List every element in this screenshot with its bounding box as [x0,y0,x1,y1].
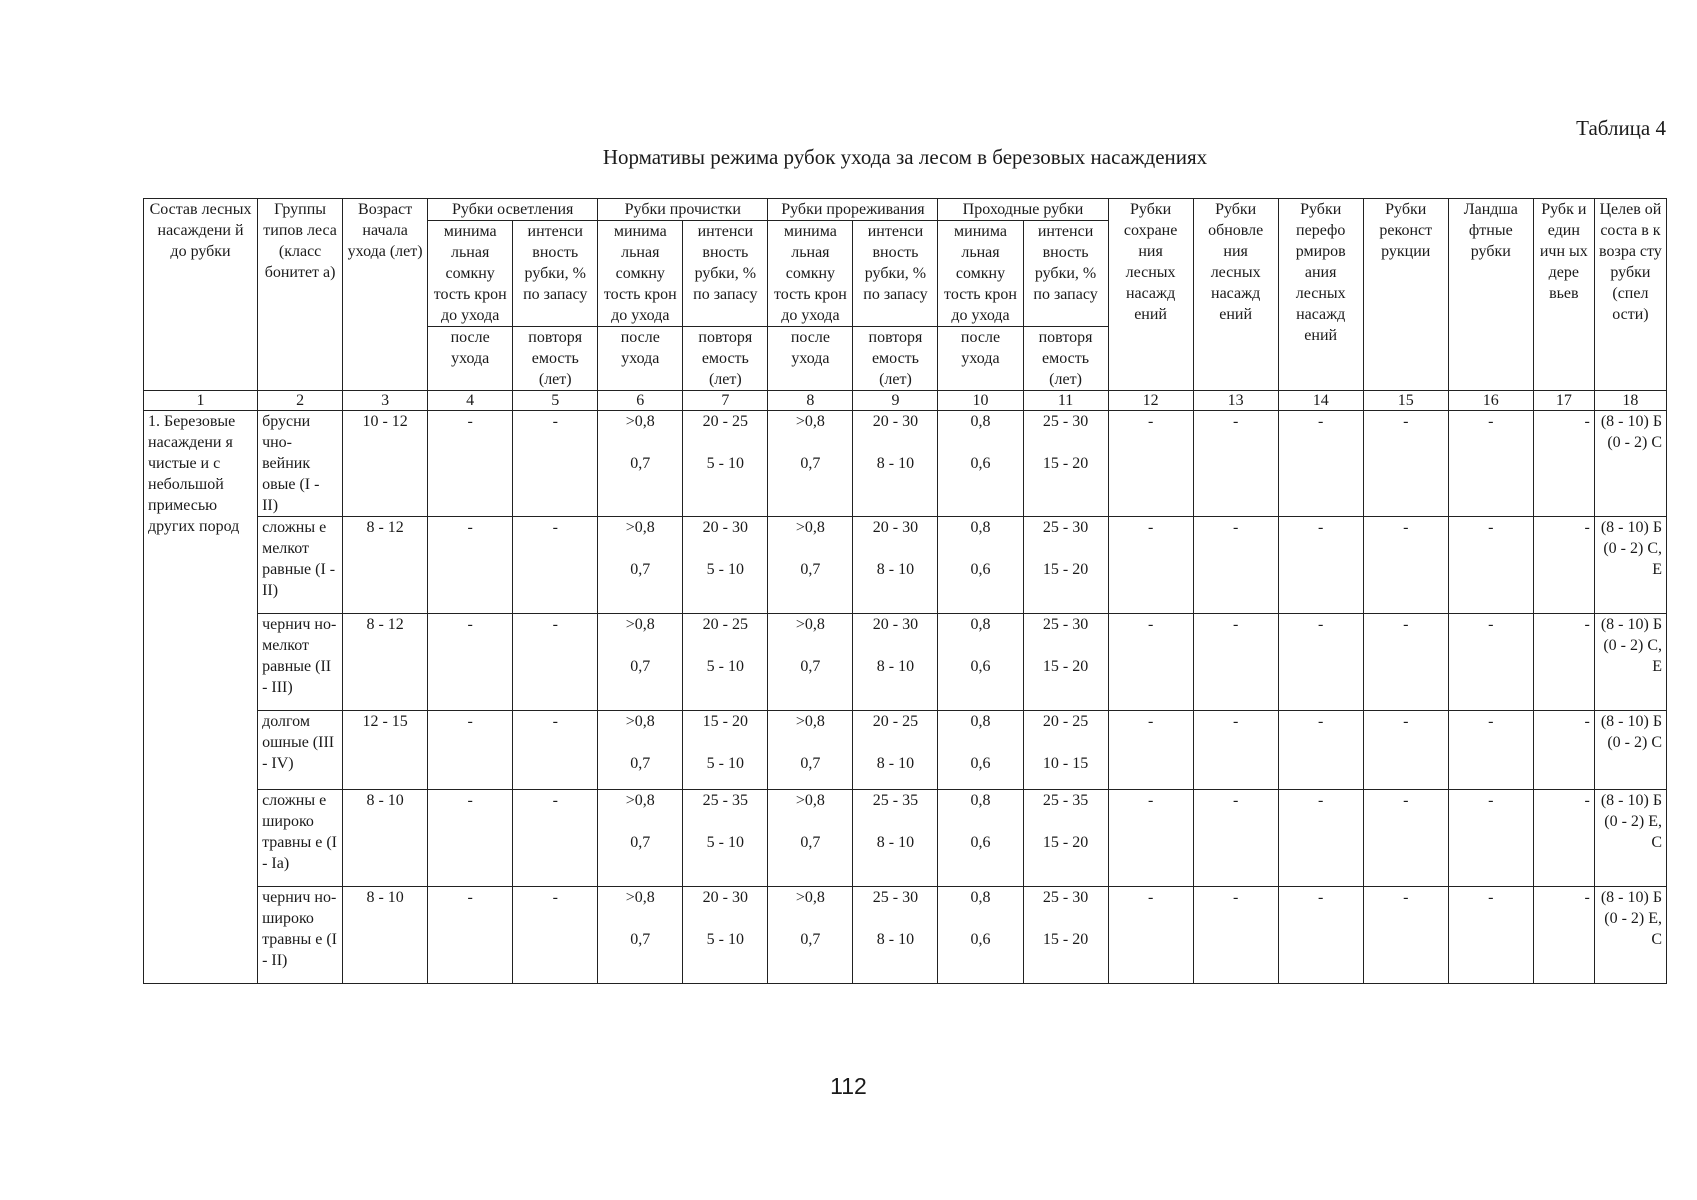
passing-intensity-cell [1023,790,1108,887]
passing-intensity-cell-before: 25 - 30 [1042,519,1089,536]
thinning-density-cell-before: >0,8 [795,616,825,633]
column-number: 5 [513,391,598,411]
header-clearing: Рубки осветления [428,199,598,221]
cell-spacer [687,432,763,453]
cell-spacer [857,908,933,929]
thinning-intensity-cell-after: 8 - 10 [876,755,915,772]
forest-type-cell: сложны е широко травны е (I - Ia) [258,790,343,887]
passing-intensity-cell-after: 15 - 20 [1042,561,1089,578]
cell-spacer [942,432,1018,453]
header-reconstruction: Рубки реконст рукции [1363,199,1448,391]
passing-density-cell-after: 0,6 [970,658,991,675]
passing-intensity-cell [1023,614,1108,711]
thinning-intensity-cell-after: 8 - 10 [876,658,915,675]
thinning-intensity-cell-after: 8 - 10 [876,931,915,948]
cleaning-density-cell-before: >0,8 [625,519,655,536]
header-after: после ухода [428,327,513,391]
clearing-density-cell: - [428,887,513,984]
header-min-density: минима льная сомкну тость крон до ухода [598,221,683,327]
passing-density-cell-before: 0,8 [970,616,991,633]
clearing-intensity-cell: - [513,711,598,790]
target-composition-cell: (8 - 10) Б (0 - 2) С, Е [1594,517,1666,614]
cell-spacer [602,811,678,832]
cleaning-density-cell-after: 0,7 [630,658,651,675]
column-number: 13 [1193,391,1278,411]
target-composition-cell: (8 - 10) Б (0 - 2) Е, С [1594,887,1666,984]
preservation-cell: - [1108,614,1193,711]
table-row [144,517,1667,614]
cleaning-density-cell-before: >0,8 [625,792,655,809]
cleaning-density-cell-after: 0,7 [630,931,651,948]
cleaning-intensity-cell [683,411,768,517]
cell-spacer [687,732,763,753]
forest-type-cell: долгом ошные (III - IV) [258,711,343,790]
cleaning-density-cell [598,887,683,984]
thinning-intensity-cell [853,411,938,517]
passing-density-cell-after: 0,6 [970,931,991,948]
cell-spacer [772,432,848,453]
cell-spacer [772,635,848,656]
thinning-density-cell-after: 0,7 [800,931,821,948]
passing-density-cell-after: 0,6 [970,455,991,472]
header-repeat: повторя емость (лет) [683,327,768,391]
reformation-cell: - [1278,614,1363,711]
passing-intensity-cell-after: 15 - 20 [1042,658,1089,675]
single-trees-cell: - [1533,517,1594,614]
table-row [144,411,1667,517]
clearing-intensity-cell: - [513,517,598,614]
cell-spacer [942,908,1018,929]
forest-type-cell: брусни чно- вейник овые (I - II) [258,411,343,517]
cell-spacer [857,538,933,559]
header-landscape: Ландша фтные рубки [1448,199,1533,391]
renewal-cell: - [1193,790,1278,887]
passing-density-cell [938,517,1023,614]
column-number: 15 [1363,391,1448,411]
cell-spacer [857,635,933,656]
header-thinning: Рубки прореживания [768,199,938,221]
reconstruction-cell: - [1363,411,1448,517]
passing-intensity-cell-after: 10 - 15 [1042,755,1089,772]
cell-spacer [857,811,933,832]
thinning-density-cell [768,711,853,790]
header-reformation: Рубки перефо рмиров ания лесных насажд ений [1278,199,1363,391]
thinning-intensity-cell [853,614,938,711]
thinning-density-cell [768,411,853,517]
column-number: 7 [683,391,768,411]
cell-spacer [687,538,763,559]
cell-spacer [1028,732,1104,753]
passing-density-cell [938,711,1023,790]
cell-spacer [687,908,763,929]
cleaning-intensity-cell-after: 5 - 10 [706,931,744,948]
passing-density-cell [938,790,1023,887]
cell-spacer [1028,908,1104,929]
column-number: 3 [343,391,428,411]
column-number: 16 [1448,391,1533,411]
cleaning-density-cell-after: 0,7 [630,755,651,772]
column-number: 17 [1533,391,1594,411]
column-number: 10 [938,391,1023,411]
thinning-density-cell-after: 0,7 [800,658,821,675]
passing-density-cell-after: 0,6 [970,561,991,578]
clearing-density-cell: - [428,790,513,887]
reconstruction-cell: - [1363,517,1448,614]
cleaning-density-cell [598,411,683,517]
cleaning-density-cell [598,711,683,790]
cleaning-density-cell-after: 0,7 [630,834,651,851]
reformation-cell: - [1278,411,1363,517]
cell-spacer [602,732,678,753]
renewal-cell: - [1193,711,1278,790]
cell-spacer [772,538,848,559]
table-row [144,887,1667,984]
table-label: Таблица 4 [1576,116,1666,140]
header-repeat: повторя емость (лет) [513,327,598,391]
header-cleaning: Рубки прочистки [598,199,768,221]
passing-density-cell-after: 0,6 [970,755,991,772]
thinning-density-cell-before: >0,8 [795,713,825,730]
reconstruction-cell: - [1363,887,1448,984]
renewal-cell: - [1193,517,1278,614]
clearing-density-cell: - [428,711,513,790]
cleaning-intensity-cell-before: 25 - 35 [702,792,748,809]
header-after: после ухода [598,327,683,391]
thinning-intensity-cell-before: 20 - 30 [872,616,919,633]
cleaning-density-cell-after: 0,7 [630,455,651,472]
cell-spacer [857,432,933,453]
forest-type-cell: сложны е мелкот равные (I - II) [258,517,343,614]
header-passing: Проходные рубки [938,199,1108,221]
group-label-cell: 1. Березовые насаждени я чистые и с небольшой примесью других пород [144,411,258,984]
cell-spacer [1028,635,1104,656]
target-composition-cell: (8 - 10) Б (0 - 2) С, Е [1594,614,1666,711]
renewal-cell: - [1193,411,1278,517]
passing-intensity-cell-before: 25 - 35 [1042,792,1089,809]
cleaning-intensity-cell-after: 5 - 10 [706,561,744,578]
single-trees-cell: - [1533,790,1594,887]
cleaning-intensity-cell [683,711,768,790]
cleaning-intensity-cell [683,614,768,711]
landscape-cell: - [1448,790,1533,887]
clearing-density-cell: - [428,614,513,711]
cell-spacer [772,732,848,753]
column-number: 2 [258,391,343,411]
preservation-cell: - [1108,887,1193,984]
reformation-cell: - [1278,887,1363,984]
column-number: 18 [1594,391,1666,411]
landscape-cell: - [1448,411,1533,517]
landscape-cell: - [1448,887,1533,984]
cell-spacer [772,908,848,929]
clearing-intensity-cell: - [513,614,598,711]
thinning-intensity-cell-after: 8 - 10 [876,834,915,851]
start-age-cell: 12 - 15 [343,711,428,790]
passing-density-cell [938,614,1023,711]
passing-density-cell-before: 0,8 [970,792,991,809]
cleaning-intensity-cell-before: 20 - 30 [702,889,748,906]
table-row [144,614,1667,711]
column-number: 11 [1023,391,1108,411]
cleaning-density-cell [598,790,683,887]
thinning-intensity-cell-after: 8 - 10 [876,455,915,472]
cleaning-intensity-cell-before: 20 - 25 [702,616,748,633]
column-number: 6 [598,391,683,411]
cleaning-intensity-cell-before: 15 - 20 [702,713,748,730]
start-age-cell: 10 - 12 [343,411,428,517]
document-title: Нормативы режима рубок ухода за лесом в березовых насаждениях [602,145,1208,169]
start-age-cell: 8 - 10 [343,790,428,887]
passing-intensity-cell [1023,517,1108,614]
cleaning-density-cell-before: >0,8 [625,889,655,906]
header-target: Целев ой соста в к возра сту рубки (спел ости) [1594,199,1666,391]
column-number-row [144,391,1667,411]
thinning-intensity-cell-after: 8 - 10 [876,561,915,578]
norms-table [143,198,1667,984]
header-intensity: интенси вность рубки, % по запасу [1023,221,1108,327]
reconstruction-cell: - [1363,614,1448,711]
renewal-cell: - [1193,887,1278,984]
cell-spacer [772,811,848,832]
column-number: 8 [768,391,853,411]
single-trees-cell: - [1533,711,1594,790]
passing-intensity-cell [1023,711,1108,790]
cell-spacer [602,538,678,559]
header-repeat: повторя емость (лет) [1023,327,1108,391]
cell-spacer [942,538,1018,559]
passing-intensity-cell-before: 20 - 25 [1042,713,1089,730]
passing-intensity-cell-before: 25 - 30 [1042,413,1089,430]
preservation-cell: - [1108,517,1193,614]
cleaning-density-cell [598,517,683,614]
single-trees-cell: - [1533,887,1594,984]
cell-spacer [602,432,678,453]
cell-spacer [602,635,678,656]
cleaning-density-cell-before: >0,8 [625,713,655,730]
passing-intensity-cell-before: 25 - 30 [1042,889,1089,906]
clearing-density-cell: - [428,517,513,614]
thinning-density-cell [768,614,853,711]
thinning-density-cell-before: >0,8 [795,792,825,809]
cleaning-intensity-cell [683,887,768,984]
thinning-density-cell-after: 0,7 [800,561,821,578]
thinning-intensity-cell-before: 20 - 30 [872,413,919,430]
header-single-trees: Рубк и един ичн ых дере вьев [1533,199,1594,391]
cleaning-intensity-cell-after: 5 - 10 [706,834,744,851]
passing-intensity-cell-before: 25 - 30 [1042,616,1089,633]
column-number: 4 [428,391,513,411]
passing-density-cell-before: 0,8 [970,413,991,430]
cleaning-intensity-cell-after: 5 - 10 [706,755,744,772]
cleaning-intensity-cell [683,790,768,887]
thinning-density-cell [768,517,853,614]
header-preservation: Рубки сохране ния лесных насажд ений [1108,199,1193,391]
cleaning-intensity-cell-before: 20 - 25 [702,413,748,430]
cleaning-intensity-cell-before: 20 - 30 [702,519,748,536]
thinning-intensity-cell-before: 25 - 35 [872,792,919,809]
forest-type-cell: чернич но- мелкот равные (II - III) [258,614,343,711]
table-row [144,711,1667,790]
thinning-intensity-cell [853,711,938,790]
header-start-age: Возраст начала ухода (лет) [343,199,428,391]
header-intensity: интенси вность рубки, % по запасу [683,221,768,327]
header-intensity: интенси вность рубки, % по запасу [853,221,938,327]
header-repeat: повторя емость (лет) [853,327,938,391]
preservation-cell: - [1108,790,1193,887]
passing-intensity-cell-after: 15 - 20 [1042,834,1089,851]
column-number: 12 [1108,391,1193,411]
cell-spacer [602,908,678,929]
header-min-density: минима льная сомкну тость крон до ухода [768,221,853,327]
table-row [144,790,1667,887]
cell-spacer [942,635,1018,656]
reformation-cell: - [1278,517,1363,614]
thinning-intensity-cell-before: 25 - 30 [872,889,919,906]
start-age-cell: 8 - 12 [343,614,428,711]
reconstruction-cell: - [1363,711,1448,790]
cleaning-density-cell [598,614,683,711]
reformation-cell: - [1278,711,1363,790]
header-min-density: минима льная сомкну тость крон до ухода [428,221,513,327]
column-number: 9 [853,391,938,411]
thinning-intensity-cell-before: 20 - 30 [872,519,919,536]
start-age-cell: 8 - 10 [343,887,428,984]
cell-spacer [942,732,1018,753]
passing-intensity-cell [1023,887,1108,984]
landscape-cell: - [1448,614,1533,711]
passing-intensity-cell-after: 15 - 20 [1042,455,1089,472]
reconstruction-cell: - [1363,790,1448,887]
thinning-density-cell-before: >0,8 [795,413,825,430]
passing-density-cell-before: 0,8 [970,713,991,730]
passing-density-cell [938,411,1023,517]
header-composition: Состав лесных насаждени й до рубки [144,199,258,391]
passing-intensity-cell-after: 15 - 20 [1042,931,1089,948]
cell-spacer [1028,811,1104,832]
cleaning-intensity-cell-after: 5 - 10 [706,455,744,472]
thinning-density-cell-before: >0,8 [795,519,825,536]
cleaning-density-cell-before: >0,8 [625,413,655,430]
passing-density-cell-before: 0,8 [970,519,991,536]
thinning-density-cell-after: 0,7 [800,755,821,772]
header-min-density: минима льная сомкну тость крон до ухода [938,221,1023,327]
clearing-intensity-cell: - [513,411,598,517]
column-number: 14 [1278,391,1363,411]
thinning-density-cell [768,790,853,887]
cell-spacer [857,732,933,753]
header-row-1 [144,199,1667,221]
landscape-cell: - [1448,517,1533,614]
passing-density-cell-after: 0,6 [970,834,991,851]
clearing-density-cell: - [428,411,513,517]
target-composition-cell: (8 - 10) Б (0 - 2) С [1594,411,1666,517]
cell-spacer [687,811,763,832]
cell-spacer [1028,538,1104,559]
header-forest-groups: Группы типов леса (класс бонитет а) [258,199,343,391]
header-renewal: Рубки обновле ния лесных насажд ений [1193,199,1278,391]
thinning-density-cell-after: 0,7 [800,834,821,851]
forest-type-cell: чернич но- широко травны е (I - II) [258,887,343,984]
target-composition-cell: (8 - 10) Б (0 - 2) С [1594,711,1666,790]
table-body [144,411,1667,984]
column-number: 1 [144,391,258,411]
cell-spacer [942,811,1018,832]
passing-density-cell-before: 0,8 [970,889,991,906]
header-after: после ухода [768,327,853,391]
single-trees-cell: - [1533,614,1594,711]
cleaning-density-cell-before: >0,8 [625,616,655,633]
clearing-intensity-cell: - [513,790,598,887]
landscape-cell: - [1448,711,1533,790]
cleaning-intensity-cell [683,517,768,614]
passing-intensity-cell [1023,411,1108,517]
start-age-cell: 8 - 12 [343,517,428,614]
header-after: после ухода [938,327,1023,391]
thinning-density-cell-after: 0,7 [800,455,821,472]
single-trees-cell: - [1533,411,1594,517]
thinning-intensity-cell [853,517,938,614]
thinning-intensity-cell [853,790,938,887]
thinning-density-cell-before: >0,8 [795,889,825,906]
thinning-density-cell [768,887,853,984]
clearing-intensity-cell: - [513,887,598,984]
preservation-cell: - [1108,711,1193,790]
thinning-intensity-cell [853,887,938,984]
cleaning-density-cell-after: 0,7 [630,561,651,578]
header-intensity: интенси вность рубки, % по запасу [513,221,598,327]
cell-spacer [1028,432,1104,453]
passing-density-cell [938,887,1023,984]
cleaning-intensity-cell-after: 5 - 10 [706,658,744,675]
cell-spacer [687,635,763,656]
renewal-cell: - [1193,614,1278,711]
preservation-cell: - [1108,411,1193,517]
thinning-intensity-cell-before: 20 - 25 [872,713,919,730]
reformation-cell: - [1278,790,1363,887]
page-number: 112 [830,1073,867,1099]
target-composition-cell: (8 - 10) Б (0 - 2) Е, С [1594,790,1666,887]
